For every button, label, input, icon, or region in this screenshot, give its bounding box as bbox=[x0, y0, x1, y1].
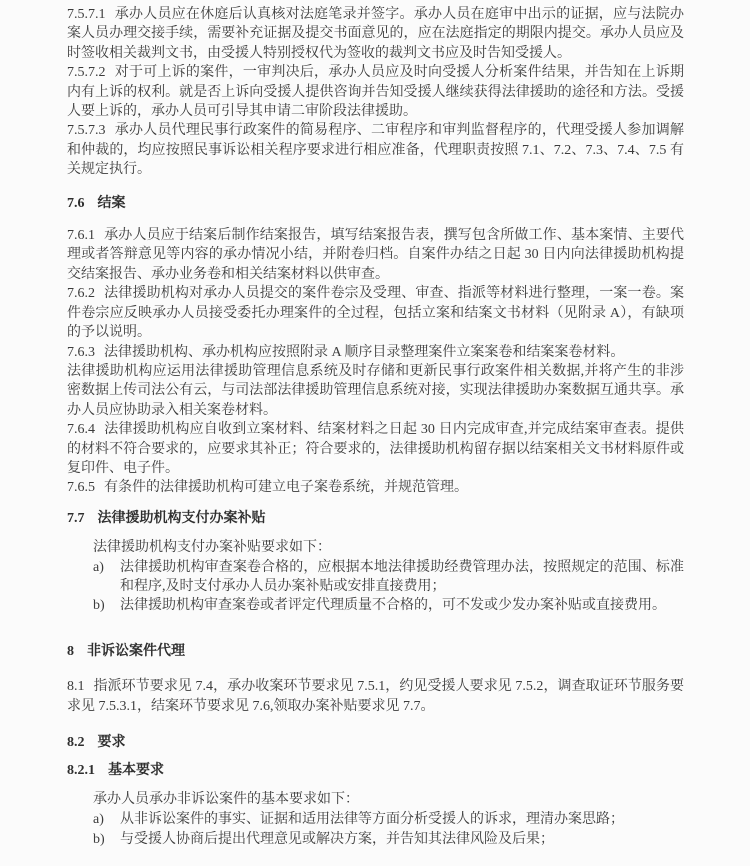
clause-number: 7.5.7.3 bbox=[67, 123, 106, 139]
list-item-text: 法律援助机构审查案卷合格的，应根据本地法律援助经费管理办法，按照规定的范围、标准和程序,及时支付承办人员办案补贴或安排直接费用； bbox=[120, 559, 684, 594]
clause-text: 承办人员代理民事行政案件的简易程序、二审程序和审判监督程序的，代理受援人参加调解和仲裁的，均应按照民事诉讼相关程序要求进行相应准备，代理职责按照 7.1、7.2、7.3、7.4、7.5 有关规定执行。 bbox=[67, 123, 684, 178]
clause-text: 对于可上诉的案件，一审判决后，承办人员应及时向受援人分析案件结果，并告知在上诉期内有上诉的权利。就是否上诉向受援人提供咨询并告知受援人继续获得法律援助的途径和方法。受援人要上诉的，承办人员可引导其申请二审阶段法律援助。 bbox=[67, 65, 684, 120]
clause-7-5-7-2 bbox=[67, 63, 684, 121]
clause-text: 指派环节要求见 7.4，承办收案环节要求见 7.5.1，约见受援人要求见 7.5.2，调查取证环节服务要求见 7.5.3.1，结案环节要求见 7.6,领取办案补贴要求见 7.7。 bbox=[67, 679, 684, 714]
clause-number: 8.1 bbox=[67, 679, 85, 695]
heading-number: 7.7 bbox=[67, 510, 85, 526]
clause-text: 法律援助机构、承办机构应按照附录 A 顺序目录整理案件立案案卷和结案案卷材料。 bbox=[104, 344, 625, 360]
list-marker: b) bbox=[93, 831, 105, 847]
clause-7-6-5 bbox=[67, 478, 684, 497]
heading-number: 8 bbox=[67, 643, 74, 659]
list-marker: b) bbox=[93, 598, 105, 614]
clause-number: 7.6.5 bbox=[67, 480, 95, 496]
clause-text: 承办人员应于结案后制作结案报告，填写结案报告表，撰写包含所做工作、基本案情、主要代理或者答辩意见等内容的承办情况小结，并附卷归档。自案件办结之日起 30 日内向法律援助机构提交结案报告、承办业务卷和相关结案材料以供审查。 bbox=[67, 228, 684, 282]
heading-number: 7.6 bbox=[67, 195, 85, 211]
clause-7-5-7-1 bbox=[67, 5, 684, 63]
clause-7-6-3 bbox=[67, 343, 684, 362]
clause-7-6-2 bbox=[67, 284, 684, 342]
heading-7-6 bbox=[67, 194, 684, 213]
intro-8-2-1: 承办人员承办非诉讼案件的基本要求如下： bbox=[93, 791, 359, 807]
clause-text: 法律援助机构应自收到立案材料、结案材料之日起 30 日内完成审查,并完成结案审查表。提供的材料不符合要求的，应要求其补正；符合要求的，法律援助机构留存据以结案相关文书材料原件或复印件、电子件。 bbox=[67, 422, 684, 476]
heading-title: 法律援助机构支付办案补贴 bbox=[97, 510, 266, 526]
heading-number: 8.2.1 bbox=[67, 763, 95, 779]
clause-7-5-7-3 bbox=[67, 121, 684, 179]
heading-title: 结案 bbox=[97, 195, 126, 211]
heading-title: 非诉讼案件代理 bbox=[87, 643, 185, 659]
clause-number: 7.6.2 bbox=[67, 286, 95, 302]
intro-7-7: 法律援助机构支付办案补贴要求如下： bbox=[93, 540, 331, 556]
clause-7-6-3-continuation bbox=[67, 362, 684, 420]
list-item-8-2-1-a bbox=[93, 810, 684, 829]
clause-text: 法律援助机构对承办人员提交的案件卷宗及受理、审查、指派等材料进行整理，一案一卷。案件卷宗应反映承办人员接受委托办理案件的全过程，包括立案和结案文书材料（见附录 A），有缺项的予以说明。 bbox=[67, 286, 684, 341]
clause-8-1 bbox=[67, 677, 684, 716]
heading-8-2-1 bbox=[67, 761, 684, 780]
clause-text: 承办人员应在休庭后认真核对法庭笔录并签字。承办人员在庭审中出示的证据，应与法院办案人员办理交接手续，需要补充证据及提交书面意见的，应在法庭指定的期限内提交。承办人员应及时签收相关裁判文书，由受援人特别授权代为签收的裁判文书应及时告知受援人。 bbox=[67, 7, 684, 61]
heading-title: 要求 bbox=[97, 735, 126, 750]
clause-number: 7.5.7.2 bbox=[67, 65, 106, 81]
clause-number: 7.6.3 bbox=[67, 344, 95, 360]
list-item-text: 从非诉讼案件的事实、证据和适用法律等方面分析受援人的诉求，理清办案思路； bbox=[120, 812, 624, 828]
clause-number: 7.5.7.1 bbox=[67, 7, 106, 22]
list-marker: a) bbox=[93, 812, 104, 828]
heading-7-7 bbox=[67, 509, 684, 528]
clause-7-6-4 bbox=[67, 420, 684, 478]
heading-8-2 bbox=[67, 733, 684, 752]
clause-text: 有条件的法律援助机构可建立电子案卷系统，并规范管理。 bbox=[104, 480, 468, 496]
list-item-7-7-a bbox=[93, 558, 684, 597]
list-item-text: 法律援助机构审查案卷或者评定代理质量不合格的，可不发或少发办案补贴或直接费用。 bbox=[120, 598, 666, 614]
list-marker: a) bbox=[93, 559, 104, 575]
list-item-text: 与受援人协商后提出代理意见或解决方案，并告知其法律风险及后果； bbox=[120, 831, 554, 847]
list-item-8-2-1-b bbox=[93, 830, 684, 849]
clause-number: 7.6.1 bbox=[67, 228, 95, 244]
clause-7-6-1 bbox=[67, 226, 684, 284]
clause-text: 法律援助机构应运用法律援助管理信息系统及时存储和更新民事行政案件相关数据,并将产生的非涉密数据上传司法公有云，与司法部法律援助管理信息系统对接，实现法律援助办案数据互通共享。承办人员应协助录入相关案卷材料。 bbox=[67, 363, 684, 418]
clause-number: 7.6.4 bbox=[67, 422, 95, 438]
heading-number: 8.2 bbox=[67, 735, 85, 750]
heading-8 bbox=[67, 642, 684, 661]
list-item-7-7-b bbox=[93, 596, 684, 615]
heading-title: 基本要求 bbox=[108, 763, 164, 779]
